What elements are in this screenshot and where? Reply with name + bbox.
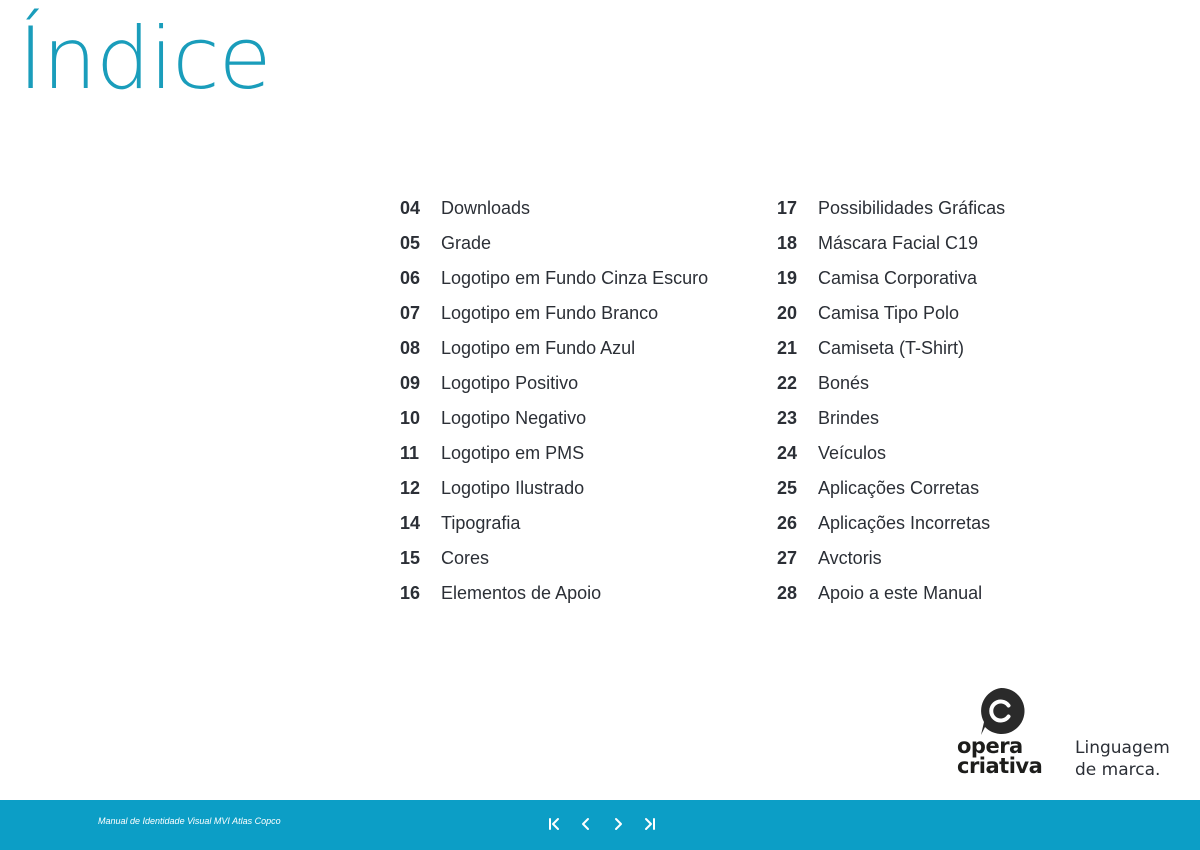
toc-label: Logotipo em Fundo Branco — [441, 303, 659, 323]
toc-label: Logotipo em Fundo Azul — [441, 338, 636, 358]
toc-page-number: 05 — [400, 233, 421, 253]
footer-document-title: Manual de Identidade Visual MVI Atlas Copco — [98, 816, 281, 826]
copyright-speech-bubble-icon — [976, 686, 1026, 736]
toc-page-number: 19 — [777, 268, 798, 288]
toc-label: Tipografia — [441, 513, 521, 533]
toc-item[interactable] — [777, 401, 1005, 436]
toc-label: Logotipo em Fundo Cinza Escuro — [441, 268, 709, 288]
page-title: Índice — [18, 9, 271, 109]
chevron-right-icon — [610, 816, 626, 832]
toc-label: Downloads — [441, 198, 531, 218]
toc-column-right — [777, 191, 1005, 611]
toc-label: Possibilidades Gráficas — [818, 198, 1006, 218]
toc-page-number: 24 — [777, 443, 798, 463]
toc-item[interactable] — [777, 296, 1005, 331]
toc-page-number: 26 — [777, 513, 798, 533]
next-page-button[interactable] — [604, 811, 632, 837]
toc-label: Cores — [441, 548, 490, 568]
toc-item[interactable] — [777, 506, 1005, 541]
toc-item[interactable] — [777, 541, 1005, 576]
toc-item[interactable] — [400, 261, 708, 296]
toc-item[interactable] — [777, 331, 1005, 366]
toc-item[interactable] — [400, 506, 708, 541]
toc-label: Logotipo Ilustrado — [441, 478, 585, 498]
logo-wordmark — [957, 736, 1042, 776]
toc-item[interactable] — [400, 226, 708, 261]
tagline-line-1: Linguagem — [1075, 738, 1170, 758]
toc-page-number: 15 — [400, 548, 421, 568]
toc-page-number: 25 — [777, 478, 798, 498]
last-page-icon — [642, 816, 658, 832]
chevron-left-icon — [578, 816, 594, 832]
toc-label: Apoio a este Manual — [818, 583, 983, 603]
toc-label: Avctoris — [818, 548, 882, 568]
toc-item[interactable] — [777, 261, 1005, 296]
toc-item[interactable] — [400, 296, 708, 331]
toc-item[interactable] — [777, 366, 1005, 401]
last-page-button[interactable] — [636, 811, 664, 837]
toc-page-number: 07 — [400, 303, 421, 323]
toc-label: Grade — [441, 233, 492, 253]
toc-page-number: 09 — [400, 373, 421, 393]
toc-page-number: 20 — [777, 303, 798, 323]
toc-label: Bonés — [818, 373, 870, 393]
toc-page-number: 17 — [777, 198, 798, 218]
toc-label: Camisa Tipo Polo — [818, 303, 960, 323]
first-page-button[interactable] — [540, 811, 568, 837]
toc-page-number: 27 — [777, 548, 798, 568]
toc-page-number: 16 — [400, 583, 421, 603]
toc-item[interactable] — [400, 366, 708, 401]
toc-page-number: 18 — [777, 233, 798, 253]
page-navigation — [540, 811, 664, 837]
toc-label: Brindes — [818, 408, 880, 428]
toc-item[interactable] — [777, 226, 1005, 261]
logo-line-1: opera — [957, 734, 1023, 758]
footer-bar — [0, 800, 1200, 850]
toc-item[interactable] — [400, 471, 708, 506]
toc-page-number: 10 — [400, 408, 421, 428]
toc-item[interactable] — [400, 436, 708, 471]
toc-page-number: 23 — [777, 408, 798, 428]
toc-label: Elementos de Apoio — [441, 583, 602, 603]
toc-label: Logotipo Negativo — [441, 408, 587, 428]
toc-page-number: 28 — [777, 583, 798, 603]
toc-page-number: 21 — [777, 338, 798, 358]
toc-item[interactable] — [777, 191, 1005, 226]
toc-page-number: 11 — [400, 443, 420, 463]
toc-item[interactable] — [400, 576, 708, 611]
toc-column-left — [400, 191, 708, 611]
toc-item[interactable] — [777, 436, 1005, 471]
logo-line-2: criativa — [957, 754, 1043, 778]
toc-label: Aplicações Incorretas — [818, 513, 991, 533]
toc-page-number: 22 — [777, 373, 798, 393]
toc-label: Camiseta (T-Shirt) — [818, 338, 965, 358]
toc-page-number: 08 — [400, 338, 421, 358]
toc-page-number: 12 — [400, 478, 421, 498]
toc-item[interactable] — [400, 541, 708, 576]
toc-page-number: 04 — [400, 198, 421, 218]
toc-item[interactable] — [400, 401, 708, 436]
tagline — [1075, 737, 1170, 781]
toc-page-number: 14 — [400, 513, 421, 533]
toc-label: Logotipo em PMS — [441, 443, 585, 463]
toc-label: Camisa Corporativa — [818, 268, 978, 288]
toc-label: Veículos — [818, 443, 887, 463]
toc-item[interactable] — [777, 576, 1005, 611]
opera-criativa-logo — [955, 686, 1055, 781]
toc-item[interactable] — [400, 331, 708, 366]
first-page-icon — [546, 816, 562, 832]
toc-label: Máscara Facial C19 — [818, 233, 979, 253]
toc-item[interactable] — [777, 471, 1005, 506]
toc-label: Logotipo Positivo — [441, 373, 579, 393]
toc-item[interactable] — [400, 191, 708, 226]
tagline-line-2: de marca. — [1075, 760, 1161, 780]
toc-page-number: 06 — [400, 268, 421, 288]
previous-page-button[interactable] — [572, 811, 600, 837]
toc-label: Aplicações Corretas — [818, 478, 980, 498]
